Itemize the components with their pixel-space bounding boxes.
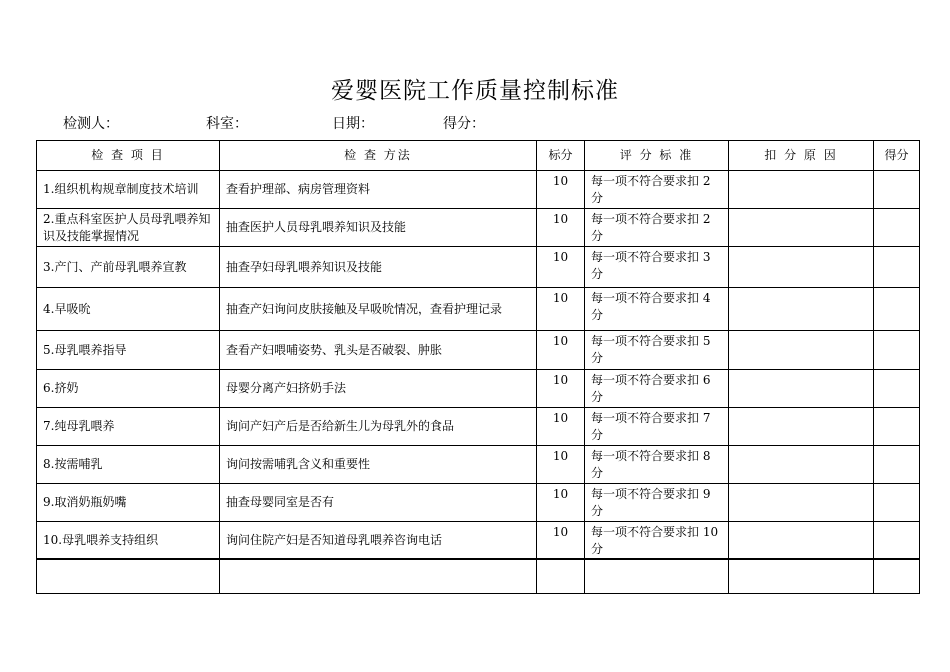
cell-deduction: [729, 522, 874, 560]
cell-method: 查看产妇喂哺姿势、乳头是否破裂、肿胀: [220, 331, 537, 370]
cell-score: [874, 247, 920, 288]
table-row: [37, 446, 920, 484]
cell-deduction: [729, 331, 874, 370]
cell-score: [874, 331, 920, 370]
cell-points: 10: [537, 288, 585, 331]
cell-score: [874, 522, 920, 560]
cell-method: 母婴分离产妇挤奶手法: [220, 370, 537, 408]
cell-score: [874, 171, 920, 209]
cell-item: [37, 559, 220, 593]
cell-score: [874, 484, 920, 522]
cell-deduction: [729, 446, 874, 484]
cell-item: 8.按需哺乳: [37, 446, 220, 484]
cell-item: 4.早吸吮: [37, 288, 220, 331]
cell-criteria: 每一项不符合要求扣 4 分: [585, 288, 729, 331]
cell-criteria: 每一项不符合要求扣 2 分: [585, 209, 729, 247]
cell-criteria: 每一项不符合要求扣 7 分: [585, 408, 729, 446]
table-row: [37, 288, 920, 331]
cell-points: 10: [537, 408, 585, 446]
quality-control-table: [36, 140, 920, 594]
cell-points: 10: [537, 171, 585, 209]
cell-method: 询问按需哺乳含义和重要性: [220, 446, 537, 484]
cell-item: 1.组织机构规章制度技术培训: [37, 171, 220, 209]
cell-criteria: 每一项不符合要求扣 2 分: [585, 171, 729, 209]
cell-deduction: [729, 247, 874, 288]
cell-item: 3.产门、产前母乳喂养宣教: [37, 247, 220, 288]
header-points: 标分: [537, 141, 585, 171]
cell-deduction: [729, 171, 874, 209]
table-row: [37, 370, 920, 408]
cell-points: 10: [537, 209, 585, 247]
cell-criteria: 每一项不符合要求扣 5 分: [585, 331, 729, 370]
cell-method: 询问产妇产后是否给新生儿为母乳外的食品: [220, 408, 537, 446]
cell-method: 抽查孕妇母乳喂养知识及技能: [220, 247, 537, 288]
cell-method: 抽查医护人员母乳喂养知识及技能: [220, 209, 537, 247]
cell-item: 5.母乳喂养指导: [37, 331, 220, 370]
cell-item: 7.纯母乳喂养: [37, 408, 220, 446]
inspector-label: 检测人：: [63, 116, 119, 132]
department-label: 科室：: [206, 116, 248, 132]
cell-score: [874, 446, 920, 484]
header-score: 得分: [874, 141, 920, 171]
cell-score: [874, 209, 920, 247]
cell-score: [874, 370, 920, 408]
table-row: [37, 484, 920, 522]
cell-points: 10: [537, 370, 585, 408]
table-row: [37, 331, 920, 370]
cell-score: [874, 288, 920, 331]
table-row: [37, 171, 920, 209]
header-deduction: 扣 分 原 因: [729, 141, 874, 171]
cell-item: 2.重点科室医护人员母乳喂养知识及技能掌握情况: [37, 209, 220, 247]
cell-method: 抽查产妇询问皮肤接触及早吸吮情况，查看护理记录: [220, 288, 537, 331]
cell-method: [220, 559, 537, 593]
table-row: [37, 408, 920, 446]
table-row: [37, 522, 920, 560]
cell-item: 6.挤奶: [37, 370, 220, 408]
table-header-row: [37, 141, 920, 171]
cell-criteria: 每一项不符合要求扣 8 分: [585, 446, 729, 484]
cell-deduction: [729, 559, 874, 593]
cell-criteria: [585, 559, 729, 593]
cell-deduction: [729, 209, 874, 247]
header-method: 检 查 方法: [220, 141, 537, 171]
cell-method: 抽查母婴同室是否有: [220, 484, 537, 522]
cell-points: 10: [537, 446, 585, 484]
cell-points: [537, 559, 585, 593]
date-label: 日期：: [332, 116, 374, 132]
header-item: 检 查 项 目: [37, 141, 220, 171]
cell-deduction: [729, 288, 874, 331]
cell-deduction: [729, 484, 874, 522]
cell-points: 10: [537, 247, 585, 288]
cell-item: 10.母乳喂养支持组织: [37, 522, 220, 560]
cell-criteria: 每一项不符合要求扣 6 分: [585, 370, 729, 408]
table-row: [37, 559, 920, 593]
cell-method: 询问住院产妇是否知道母乳喂养咨询电话: [220, 522, 537, 560]
table-row: [37, 209, 920, 247]
cell-method: 查看护理部、病房管理资料: [220, 171, 537, 209]
cell-points: 10: [537, 484, 585, 522]
cell-score: [874, 408, 920, 446]
cell-points: 10: [537, 331, 585, 370]
cell-deduction: [729, 408, 874, 446]
cell-criteria: 每一项不符合要求扣 3 分: [585, 247, 729, 288]
cell-criteria: 每一项不符合要求扣 9 分: [585, 484, 729, 522]
score-label: 得分：: [443, 116, 485, 132]
cell-points: 10: [537, 522, 585, 560]
header-criteria: 评 分 标 准: [585, 141, 729, 171]
cell-score: [874, 559, 920, 593]
document-title: 爱婴医院工作质量控制标准: [331, 78, 619, 104]
cell-item: 9.取消奶瓶奶嘴: [37, 484, 220, 522]
cell-criteria: 每一项不符合要求扣 10 分: [585, 522, 729, 560]
table-row: [37, 247, 920, 288]
cell-deduction: [729, 370, 874, 408]
